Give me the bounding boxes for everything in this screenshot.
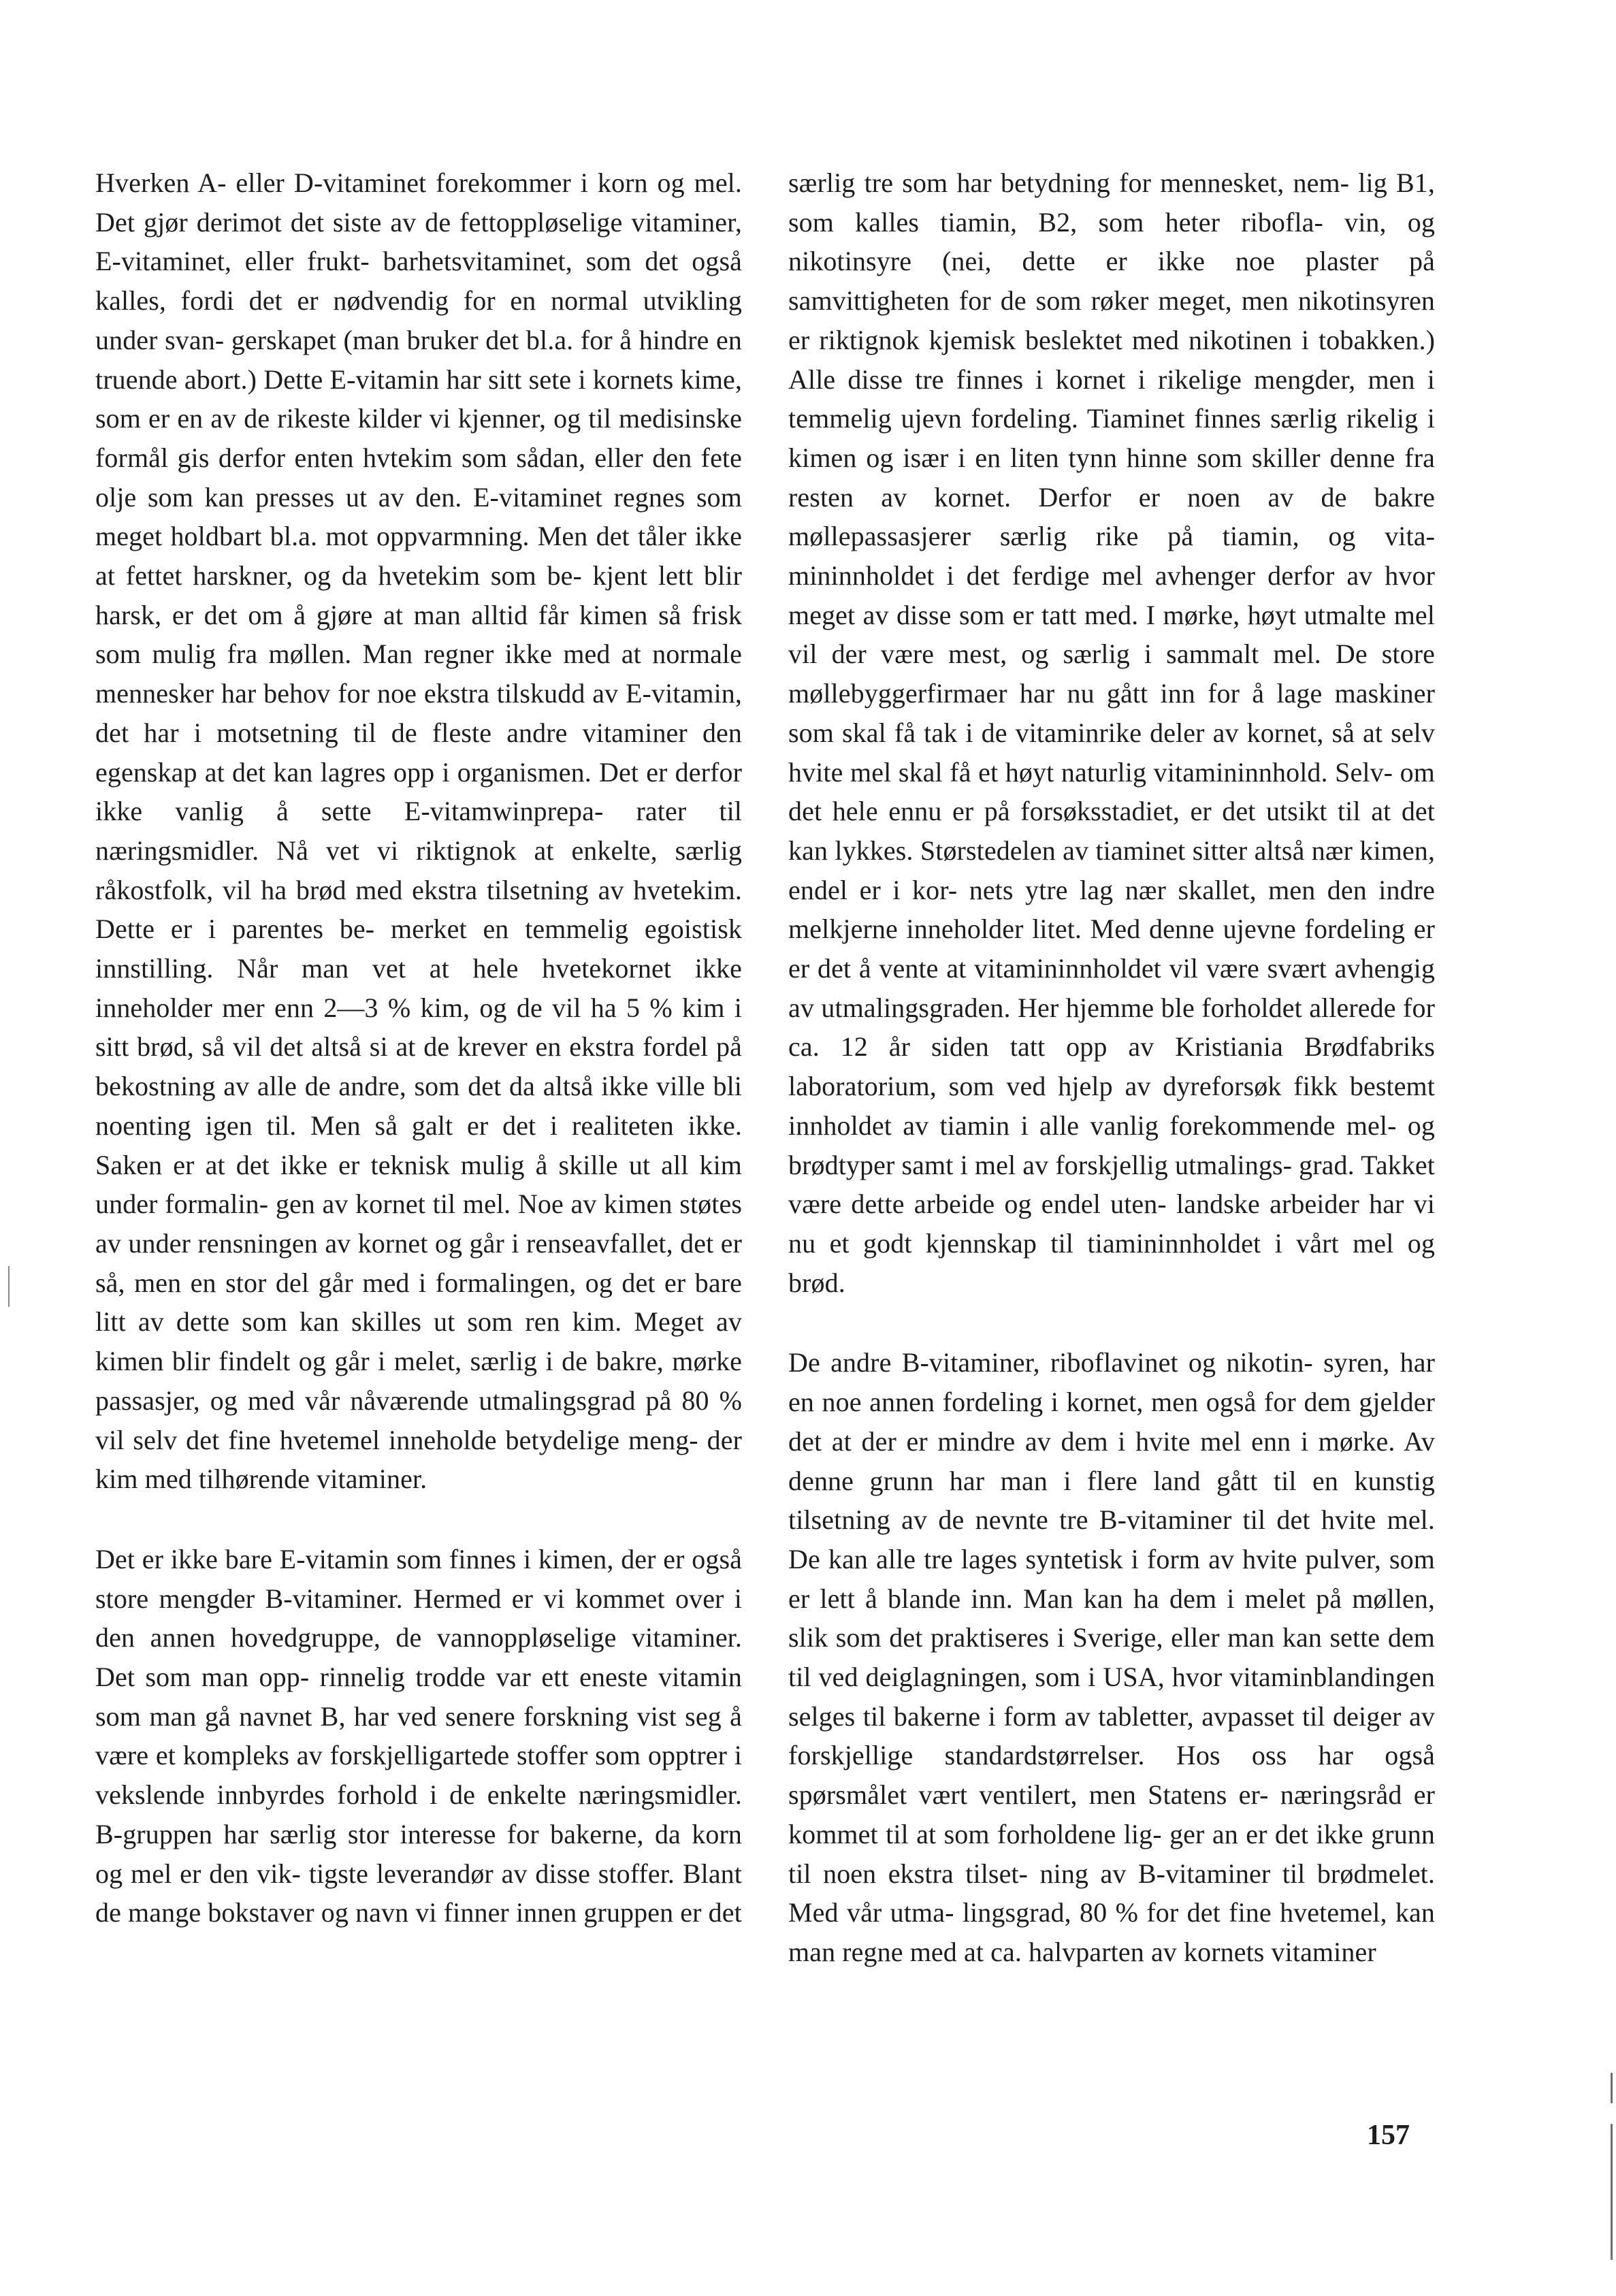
scan-edge-mark xyxy=(1611,2073,1613,2103)
scan-edge-mark xyxy=(1611,2124,1613,2260)
paragraph-e-vitamin: Hverken A- eller D-vitaminet forekommer i korn og mel. Det gjør derimot det siste av de fettoppløselige vitaminer, E-vitaminet, eller frukt- barhetsvitaminet, som det også kalles, fordi det er nødvendig for en normal utvikling under svan- gerskapet (man bruker det bl.a. for å hindre en truende abort.) Dette E-vitamin har sitt sete i kornets kime, som er en av de rikeste kilder vi kjenner, og til medisinske formål gis derfor enten hvtekim som sådan, eller den fete olje som kan presses ut av den. E-vitaminet regnes som meget holdbart bl.a. mot oppvarmning. Men det tåler ikke at fettet harskner, og da hvetekim som be- kjent lett blir harsk, er det om å gjøre at man alltid får kimen så frisk som mulig fra møllen. Man regner ikke med at normale mennesker har behov for noe ekstra tilskudd av E-vitamin, det har i motsetning til de fleste andre vitaminer den egenskap at det kan lagres opp i organismen. Det er derfor ikke vanlig å sette E-vitamwinprepa- rater til næringsmidler. Nå vet vi riktignok at enkelte, særlig råkostfolk, vil ha brød med ekstra tilsetning av hvetekim. Dette er i parentes be- merket en temmelig egoistisk innstilling. Når man vet at hele hvetekornet ikke inneholder mer enn 2—3 % kim, og de vil ha 5 % kim i sitt brød, så vil det altså si at de krever en ekstra fordel på bekostning av alle de andre, som det da altså ikke ville bli noenting igen til. Men så galt er det i realiteten ikke. Saken er at det ikke er teknisk mulig å skille ut all kim under formalin- gen av kornet til mel. Noe av kimen støtes av under rensningen av kornet og går i renseavfallet, det er så, men en stor del går med i formalingen, og det er bare litt av dette som kan skilles ut som ren kim. Meget av kimen blir findelt og går i melet, særlig i de bakre, mørke passasjer, og med vår nåværende utmalingsgrad på 80 % vil selv det fine hvetemel inneholde betydelige meng- der kim med tilhørende vitaminer. xyxy=(95,167,742,1495)
scan-edge-mark-left xyxy=(8,1266,10,1307)
paragraph-riboflavin-nikotinsyre: De andre B-vitaminer, riboflavinet og nikotin- syren, har en noe annen fordeling i kornet, men også for dem gjelder det at der er mindre av dem i hvite mel enn i mørke. Av denne grunn har man i flere land gått til en kunstig tilsetning av de nevnte tre B-vitaminer til det hvite mel. De kan alle tre lages syntetisk i form av hvite pulver, som er lett å blande inn. Man kan ha dem i melet på møllen, slik som det praktiseres i Sverige, eller man kan sette dem til ved deiglagningen, som i USA, hvor vitaminblandingen selges til bakerne i form av tabletter, avpasset til deiger av forskjellige standardstørrelser. Hos oss har også spørsmålet vært ventilert, men Statens er- næringsråd er kommet til at som forholdene lig- ger an er det ikke grunn til noen ekstra tilset- ning av B-vitaminer til brødmelet. Med vår utma- lingsgrad, 80 % for det fine hvetemel, kan man regne med at ca. halvparten av kornets vitaminer xyxy=(788,1347,1435,1967)
paragraph-b-vitamins-intro: Det er ikke bare E-vitamin som finnes i kimen, der er også store mengder B-vitaminer. Hermed er vi kommet over i den annen hovedgruppe, de vannoppløselige vitaminer. Det som man opp- rinnelig trodde var ett eneste vitamin som man gå navnet B, har ved senere forskning vist seg å være et kompleks av forskjelligartede stoffer som opptrer i vekslende innbyrdes forhold i de enkelte næringsmidler. B-gruppen har særlig stor interesse for bakerne, da korn og mel er den vik- tigste leverandør av disse stoffer. Blant de mange bokstaver og navn vi finner innen gruppen er det xyxy=(95,1543,742,1928)
page-number: 157 xyxy=(1367,2120,1410,2151)
paragraph-tiamin: særlig tre som har betydning for mennesket, nem- lig B1, som kalles tiamin, B2, som heter ribofla- vin, og nikotinsyre (nei, dette er ikke noe plaster på samvittigheten for de som røker meget, men nikotinsyren er riktignok kjemisk beslektet med nikotinen i tobakken.) Alle disse tre finnes i kornet i rikelige mengder, men i temmelig ujevn fordeling. Tiaminet finnes særlig rikelig i kimen og især i en liten tynn hinne som skiller denne fra resten av kornet. Derfor er noen av de bakre møllepassasjerer særlig rike på tiamin, og vita- mininnholdet i det ferdige mel avhenger derfor av hvor meget av disse som er tatt med. I mørke, høyt utmalte mel vil der være mest, og særlig i sammalt mel. De store møllebyggerfirmaer har nu gått inn for å lage maskiner som skal få tak i de vitaminrike deler av kornet, så at selv hvite mel skal få et høyt naturlig vitamininnhold. Selv- om det hele ennu er på forsøksstadiet, er det utsikt til at det kan lykkes. Størstedelen av tiaminet sitter altså nær kimen, endel er i kor- nets ytre lag nær skallet, men den indre melkjerne inneholder litet. Med denne ujevne fordeling er er det å vente at vitamininnholdet vil være svært avhengig av utmalingsgraden. Her hjemme ble forholdet allerede for ca. 12 år siden tatt opp av Kristiania Brødfabriks laboratorium, som ved hjelp av dyreforsøk fikk bestemt innholdet av tiamin i alle vanlig forekommende mel- og brødtyper samt i mel av forskjellig utmalings- grad. Takket være dette arbeide og endel uten- landske arbeider har vi nu et godt kjennskap til tiamininnholdet i vårt mel og brød. xyxy=(788,167,1435,1298)
left-column xyxy=(95,163,742,1933)
right-column xyxy=(788,163,1435,1972)
